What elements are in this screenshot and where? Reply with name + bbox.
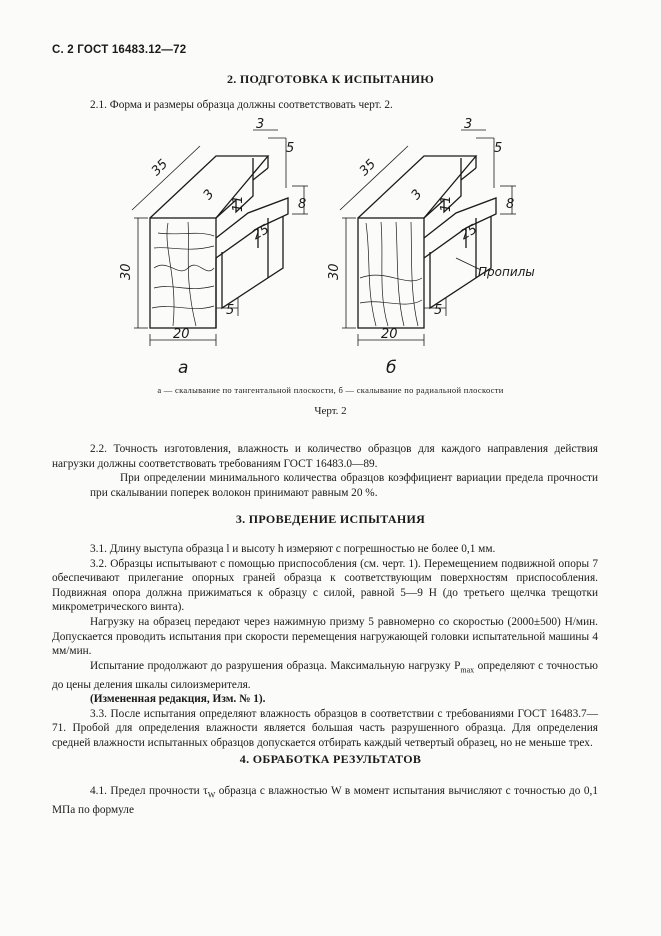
label-a: а [178,358,189,378]
dim-5-top-b: 5 [494,141,503,156]
dim-11-b: 11 [439,195,454,212]
paragraph-3-2c: Испытание продолжают до разрушения образца. Максимальную нагрузку $P_{max}$ определяют с точностью до цены деления шкалы силоизмерителя. [52,659,598,691]
section-2-title: 2. ПОДГОТОВКА К ИСПЫТАНИЮ [226,72,435,86]
dim-30-a: 30 [119,263,134,280]
dim-11-a: 11 [231,195,246,212]
dim-5-top-a: 5 [286,141,295,156]
section-3-paragraphs [52,542,598,751]
figure-caption: а — скалывание по тангентальной плоскости, б — скалывание по радиальной плоскости [157,385,504,395]
section-4-paragraphs [52,784,598,817]
specimen-b [327,118,535,378]
label-b: б [386,358,397,378]
figure-title: Черт. 2 [314,405,347,417]
section-4-title: 4. ОБРАБОТКА РЕЗУЛЬТАТОВ [239,752,422,766]
dim-3-top-b: 3 [464,118,473,132]
label-propily: Пропилы [478,265,535,279]
dim-3-mid-b: 3 [408,186,426,203]
dim-3-top-a: 3 [256,118,265,132]
dim-20-b: 20 [381,327,398,342]
paragraph-3-3: 3.3. После испытания определяют влажность образцов в соответствии с требованиями ГОСТ 16483.7—71. Пробой для определения влажности является большая часть разрушенного образца. Для определения средней влажности испытанных образцов допускается отбирать каждый четвертый образец, но не меньше трех. [52,707,598,749]
dim-8-a: 8 [298,197,307,212]
dim-25-a: 25 [250,221,272,244]
specimen-a [119,118,308,378]
page-header: С. 2 ГОСТ 16483.12—72 [52,44,187,56]
dim-5-bottom-b: 5 [434,303,443,318]
paragraph-3-2b: Нагрузку на образец передают через нажимную призму 5 равномерно со скоростью (2000±500) Н/мин. Допускается проводить испытания при скорости перемещения нагружающей головки испытательной машины 4 мм/мин. [52,615,598,658]
specimen-drawing [118,118,548,378]
paragraph-2-2b: При определении минимального количества образцов коэффициент вариации предела прочности при скалывании поперек волокон принимают равным 20 %. [90,472,598,499]
dim-20-a: 20 [173,327,190,342]
section-2-paragraphs [52,442,598,500]
dim-25-b: 25 [458,221,480,244]
dim-3-mid-a: 3 [200,186,218,203]
paragraph-3-2: 3.2. Образцы испытывают с помощью приспособления (см. черт. 1). Перемещением подвижной опоры 7 обеспечивают прилегание опорных граней образца к соответствующим поверхностям приспособления. Подвижная опора должна прижиматься к образцу с силой, равной 5—9 Н (до третьего щелчка трещотки микрометрического винта). [52,557,598,614]
dim-5-bottom-a: 5 [226,303,235,318]
dim-30-b: 30 [327,263,342,280]
dim-35-a: 35 [148,156,172,180]
paragraph-2-2: 2.2. Точность изготовления, влажность и количество образцов для каждого направления действия нагрузки должны соответствовать требованиям ГОСТ 16483.0—89. [52,443,598,470]
paragraph-2-1: 2.1. Форма и размеры образца должны соответствовать черт. 2. [90,99,393,111]
dim-8-b: 8 [506,197,515,212]
paragraph-3-1: 3.1. Длину выступа образца l и высоту h измеряют с погрешностью не более 0,1 мм. [90,543,496,555]
dim-35-b: 35 [356,156,380,180]
paragraph-4-1: 4.1. Предел прочности $\tau_W$ образца с влажностью W в момент испытания вычисляют с точностью до 0,1 МПа по формуле [52,785,599,816]
section-3-title: 3. ПРОВЕДЕНИЕ ИСПЫТАНИЯ [235,512,426,526]
edit-note: (Измененная редакция, Изм. № 1). [90,693,266,706]
